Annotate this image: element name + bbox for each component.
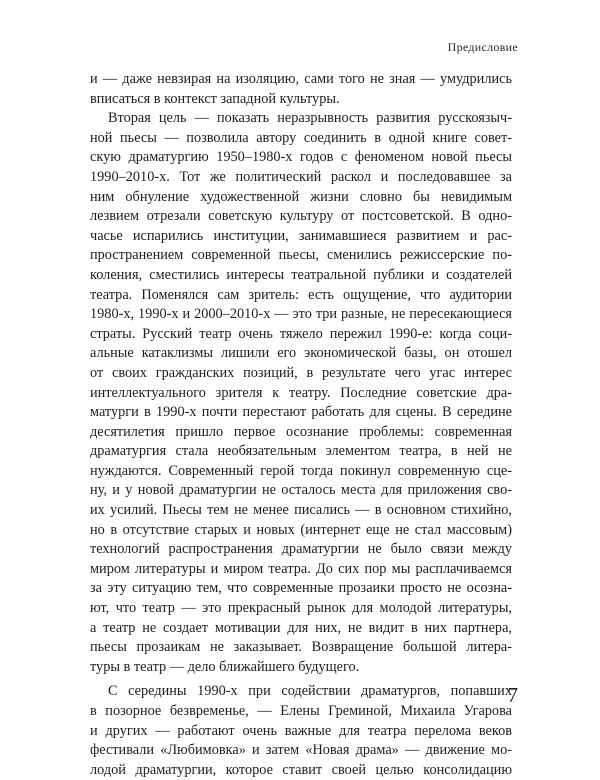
text-line: лодой драматургии, которое ставит своей целью консолидацию [90, 761, 512, 778]
text-line: и — даже невзирая на изоляцию, сами того не зная — умудрились [90, 71, 512, 87]
text-line: ну, и у новой драматургии не осталось места для приложения сво- [90, 482, 512, 499]
text-line: в позорное безвременье, — Елены Греминой, Михаила Угарова [90, 703, 512, 719]
text-line: 1980-х, 1990-х и 2000–2010-х — это три разные, не пересекающиеся [90, 306, 512, 323]
text-line: их усилий. Пьесы тем не менее писались — в основном стихийно, [90, 502, 512, 519]
text-line: ют, что театр — это прекрасный рынок для молодой литературы, [90, 600, 512, 617]
text-line: вписаться в контекст западной культуры. [90, 90, 340, 107]
text-line: лезвием отрезали советскую культуру от постсоветской. В одно- [90, 208, 512, 225]
paragraph-3 [90, 682, 512, 780]
text-line: страты. Русский театр очень тяжело пережил 1990-е: когда соци- [90, 325, 512, 342]
text-line: туры в театр — дело ближайшего будущего. [90, 658, 360, 675]
body-text [90, 70, 512, 780]
page-number: 7 [507, 683, 518, 707]
text-line: Вторая цель — показать неразрывность развития русскоязыч- [108, 110, 512, 127]
text-line: интеллектуального зрителя к театру. Последние советские дра- [90, 384, 512, 401]
text-line: пьесы прозаикам не заказывает. Возвращение большой литера- [90, 639, 512, 656]
text-line: нуждаются. Современный герой тогда покинул современную сце- [90, 462, 512, 479]
text-line: 1990–2010-х. Тот же политический раскол и последовавшее за [90, 168, 512, 185]
text-line: ной пьесы — позволила автору соединить в одной книге совет- [90, 129, 512, 146]
text-line: и других — работают очень важные для театра перелома веков [90, 722, 512, 739]
paragraph-2 [90, 109, 512, 677]
text-line: миром литературы и миром театра. До сих пор мы расплачиваемся [90, 560, 512, 577]
text-line: за эту ситуацию тем, что современные прозаики просто не осозна- [90, 580, 512, 597]
paragraph-1 [90, 70, 512, 109]
text-line: фестивали «Любимовка» и затем «Новая драма» — движение мо- [90, 742, 512, 759]
text-line: драматургия стала необязательным элементом театра, в ней не [90, 443, 512, 460]
text-line: часье испарились институции, занимавшиеся развитием и рас- [90, 227, 512, 244]
text-line: альные катаклизмы лишили его экономической базы, он отошел [90, 345, 512, 362]
text-line: а театр не создает мотивации для них, не видит в них партнера, [90, 619, 512, 636]
text-line: технологий распространения драматургии не было связи между [90, 541, 512, 558]
text-line: театра. Поменялся сам зритель: есть ощущение, что аудитории [90, 286, 512, 303]
text-line: ним обнуление художественной жизни словно бы невидимым [90, 188, 512, 205]
text-line: от своих гражданских позиций, в результате чего угас интерес [90, 364, 512, 381]
text-line: матурги в 1990-х почти перестают работать для сцены. В середине [90, 404, 512, 421]
text-line: десятилетия пришло первое осознание проблемы: современная [90, 423, 512, 440]
text-line: С середины 1990-х при содействии драматургов, попавших [108, 683, 512, 700]
text-line: пространением современной пьесы, сменились режиссерские по- [90, 247, 512, 264]
text-line: коления, сместились интересы театральной публики и создателей [90, 266, 512, 283]
text-line: но в отсутствие старых и новых (интернет еще не стал массовым) [90, 521, 512, 538]
text-line: скую драматургию 1950–1980-х годов с феноменом новой пьесы [90, 149, 512, 166]
running-header: Предисловие [447, 40, 518, 54]
